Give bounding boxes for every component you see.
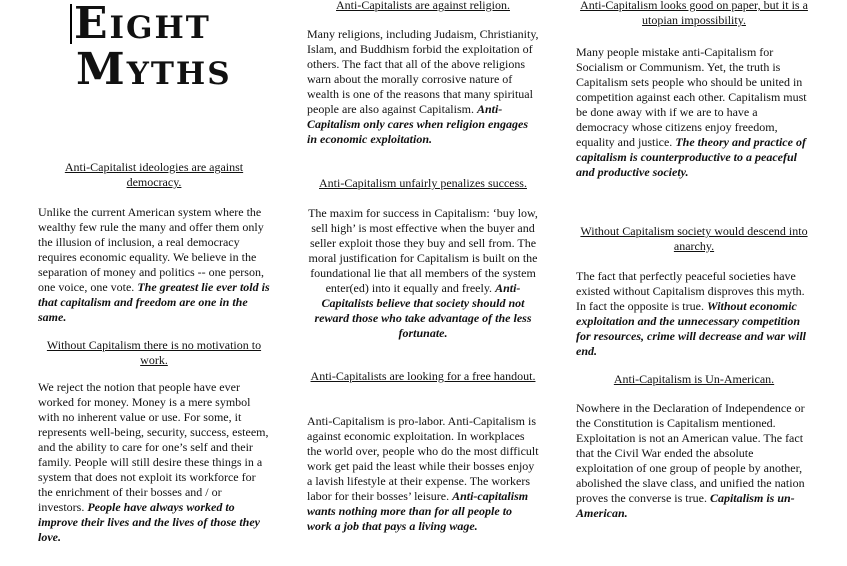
paragraph-anarchy-emphasis: Without economic exploitation and the unnecessary competition for resources, crime will decrease and war will end.	[576, 299, 806, 358]
paragraph-utopian-emphasis: The theory and practice of capitalism is counterproductive to a peaceful and productive society.	[576, 135, 806, 179]
page-title	[74, 0, 232, 95]
paragraph-success-text: The maxim for success in Capitalism: ‘buy low, sell high’ is most effective when the buyer and seller exploit those they buy and sell from. The moral justification for Capitalism is built on the foundational lie that all members of the system enter(ed) into it equally and freely.	[308, 206, 538, 295]
paragraph-handout-text: Anti-Capitalism is pro-labor. Anti-Capitalism is against economic exploitation. In workplaces the world over, people who do the most difficult work get paid the least while their bosses enjoy a lavish lifestyle at their expense. The workers labor for their bosses’ leisure.	[307, 414, 539, 503]
heading-success: Anti-Capitalism unfairly penalizes success.	[319, 176, 527, 190]
paragraph-handout-emphasis: Anti-capitalism wants nothing more than for all people to work a job that pays a living wage.	[307, 489, 529, 533]
text-cursor	[70, 4, 72, 44]
paragraph-democracy-emphasis: The greatest lie ever told is that capitalism and freedom are one in the same.	[38, 280, 270, 324]
heading-utopian: Anti-Capitalism looks good on paper, but it is a utopian impossibility.	[580, 0, 808, 27]
paragraph-un-american-emphasis: Capitalism is un-American.	[576, 491, 795, 520]
paragraph-anarchy	[576, 269, 812, 359]
paragraph-religion-text: Many religions, including Judaism, Christianity, Islam, and Buddhism forbid the exploitation of others. The fact that all of the above religions warn about the morally corrosive nature of wealth is one of the reasons that many spiritual people are also against Capitalism.	[307, 27, 539, 116]
paragraph-un-american	[576, 401, 812, 521]
heading-democracy: Anti-Capitalist ideologies are against democracy.	[64, 160, 244, 189]
paragraph-religion-emphasis: Anti-Capitalism only cares when religion engages in economic exploitation.	[307, 102, 529, 146]
heading-handout: Anti-Capitalists are looking for a free handout.	[310, 369, 536, 383]
title-line-1: Eight	[74, 0, 211, 49]
heading-religion: Anti-Capitalists are against religion.	[336, 0, 510, 12]
paragraph-utopian-text: Many people mistake anti-Capitalism for Socialism or Communism. Yet, the truth is Capitalism sets people who should be united in competition against each other. Capitalism must be done away with if we are to have a democracy whose citizens enjoy freedom, equality and justice.	[576, 45, 807, 149]
paragraph-un-american-text: Nowhere in the Declaration of Independence or the Constitution is Capitalism mentioned. Exploitation is not an American value. The fact that the Civil War ended the absolute exploitation of one group of people by another, abolished the slave class, and unified the nation proves the converse is true.	[576, 401, 805, 505]
paragraph-motivation	[38, 380, 270, 545]
paragraph-anarchy-text: The fact that perfectly peaceful societies have existed without Capitalism disproves this myth. In fact the opposite is true.	[576, 269, 805, 313]
title-line-2: Myths	[76, 44, 232, 95]
paragraph-utopian	[576, 45, 812, 180]
paragraph-success	[307, 206, 539, 341]
paragraph-religion	[307, 27, 539, 147]
heading-motivation: Without Capitalism there is no motivation to work.	[46, 338, 262, 367]
heading-un-american: Anti-Capitalism is Un-American.	[613, 372, 775, 386]
heading-anarchy: Without Capitalism society would descend into anarchy.	[580, 224, 808, 253]
paragraph-democracy-text: Unlike the current American system where the wealthy few rule the many and offer them only the illusion of inclusion, a real democracy requires economic equality. We believe in the separation of money and politics -- one person, one voice, one vote.	[38, 205, 264, 294]
paragraph-motivation-emphasis: People have always worked to improve their lives and the lives of those they love.	[38, 500, 260, 544]
paragraph-motivation-text: We reject the notion that people have ever worked for money. Money is a mere symbol with no inherent value or use. For some, it represents well-being, security, success, esteem, and the ability to care for one’s self and their family. People will still desire these things in a system that does not exploit its workforce for the enrichment of their bosses and / or investors.	[38, 380, 269, 514]
paragraph-democracy	[38, 205, 270, 325]
paragraph-success-emphasis: Anti-Capitalists believe that society should not reward those who take advantage of the less fortunate.	[314, 281, 532, 340]
paragraph-handout	[307, 414, 539, 534]
